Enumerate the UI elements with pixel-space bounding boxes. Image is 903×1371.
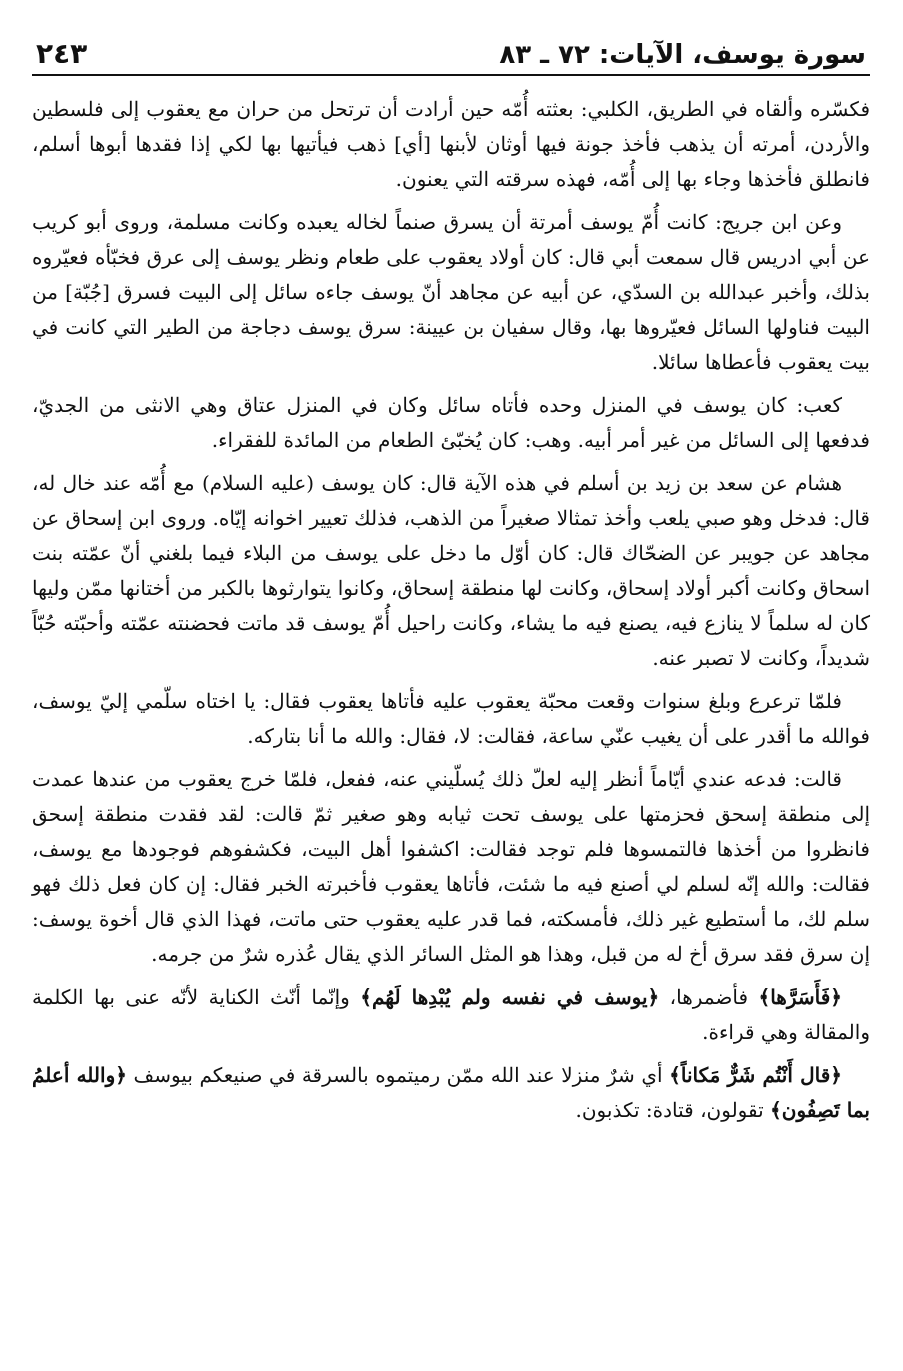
paragraph-text: فلمّا ترعرع وبلغ سنوات وقعت محبّة يعقوب عليه فأتاها يعقوب فقال: يا اختاه سلّمي إليّ يوسف، فوالله ما أقدر على أن يغيب عنّي ساعة، فقالت: لا، فقال: والله ما أنا بتاركه. <box>32 689 870 748</box>
quran-quote: ﴿يوسف في نفسه ولم يُبْدِها لَهُم﴾ <box>360 985 660 1009</box>
page-body <box>32 92 870 1128</box>
paragraph <box>32 980 870 1050</box>
quran-quote: ﴿قال أَنْتُم شَرٌّ مَكاناً﴾ <box>669 1063 842 1087</box>
paragraph <box>32 388 870 458</box>
paragraph-text: فأضمرها، <box>659 985 759 1009</box>
paragraph-text: تقولون، قتادة: تكذبون. <box>575 1098 771 1122</box>
paragraph <box>32 205 870 380</box>
paragraph <box>32 466 870 676</box>
paragraph <box>32 1058 870 1128</box>
book-page <box>32 30 870 1350</box>
paragraph-text: فكسّره وألقاه في الطريق، الكلبي: بعثته أُمّه حين أرادت أن ترتحل من حران مع يعقوب إلى فلسطين والأردن، أمرته أن يذهب فأخذ جونة فيها أوثان لأبنها [أي] ذهب فيأتيها بها لكي إذا فقدها أبوها أسلم، فانطلق فأخذها وجاء بها إلى أُمّه، فهذه سرقته التي يعنون. <box>32 97 870 191</box>
paragraph-text: وعن ابن جريج: كانت أُمّ يوسف أمرتة أن يسرق صنماً لخاله يعبده وكانت مسلمة، وروى أبو كريب عن أبي ادريس قال سمعت أبي قال: كان أولاد يعقوب على طعام ونظر يوسف إلى عرق فخبّأه فعيّروه بذلك، وأخبر عبدالله بن السدّي، عن أبيه عن مجاهد أنّ يوسف جاءه سائل إلى البيت فسرق [جُبّة] من البيت فناولها السائل فعيّروها بها، وقال سفيان بن عيينة: سرق يوسف دجاجة من الطير التي كانت في بيت يعقوب فأعطاها سائلا. <box>32 210 870 374</box>
page-number: ٢٤٣ <box>36 37 88 70</box>
quran-quote: ﴿والله أعلمُ بما تَصِفُون﴾ <box>32 1063 870 1122</box>
paragraph-text: وإنّما أنّث الكناية لأنّه عنى بها الكلمة والمقالة وهي قراءة. <box>32 985 870 1044</box>
paragraph-text: كعب: كان يوسف في المنزل وحده فأتاه سائل وكان في المنزل عتاق وهي الانثى من الجديّ، فدفعها إلى السائل من غير أمر أبيه. وهب: كان يُخبّئ الطعام من المائدة للفقراء. <box>32 393 870 452</box>
page-header <box>32 30 870 76</box>
paragraph-text: قالت: فدعه عندي أيّاماً أنظر إليه لعلّ ذلك يُسلّيني عنه، ففعل، فلمّا خرج يعقوب من عندها عمدت إلى منطقة إسحق فحزمتها على يوسف تحت ثيابه وهو صغير ثمّ قالت: لقد فقدت منطقة إسحق فانظروا من أخذها فالتمسوها فلم توجد فقالت: اكشفوا أهل البيت، فكشفوهم فوجودها مع يوسف، فقالت: والله إنّه لسلم لي أصنع فيه ما شئت، فأتاها يعقوب فأخبرته الخبر فقال: إن كان فعل ذلك فهو سلم لك، ما أستطيع غير ذلك، فأمسكته، فما قدر عليه يعقوب حتى ماتت، فهذا الذي قال أخوة يوسف: إن سرق فقد سرق أخ له من قبل، وهذا هو المثل السائر الذي يقال عُذره شرٌ من جرمه. <box>32 767 870 966</box>
paragraph <box>32 762 870 972</box>
paragraph <box>32 684 870 754</box>
paragraph-text: هشام عن سعد بن زيد بن أسلم في هذه الآية قال: كان يوسف (عليه السلام) مع أُمّه عند خال له، قال: فدخل وهو صبي يلعب وأخذ تمثالا صغيراً من الذهب، فذلك تعيير اخوانه إيّاه. وروى ابن إسحاق عن مجاهد عن جويبر عن الضحّاك قال: كان أوّل ما دخل على يوسف من البلاء فيما بلغني أنّ عمّته بنت اسحاق وكانت أكبر أولاد إسحاق، وكانت لها منطقة إسحاق، وكانوا يتوارثوها بالكبر من أختانها ممّن وليها كان له سلماً لا ينازع فيه، يصنع فيه ما يشاء، وكانت راحيل أُمّ يوسف قد ماتت فحضنته عمّته وأحبّته حُبّاً شديداً، وكانت لا تصبر عنه. <box>32 471 870 670</box>
paragraph <box>32 92 870 197</box>
paragraph-text: أي شرٌ منزلا عند الله ممّن رميتموه بالسرقة في صنيعكم بيوسف <box>126 1063 670 1087</box>
surah-title: سورة يوسف، الآيات: ٧٢ ـ ٨٣ <box>499 40 866 70</box>
quran-quote: ﴿فَأَسَرَّها﴾ <box>758 985 842 1009</box>
